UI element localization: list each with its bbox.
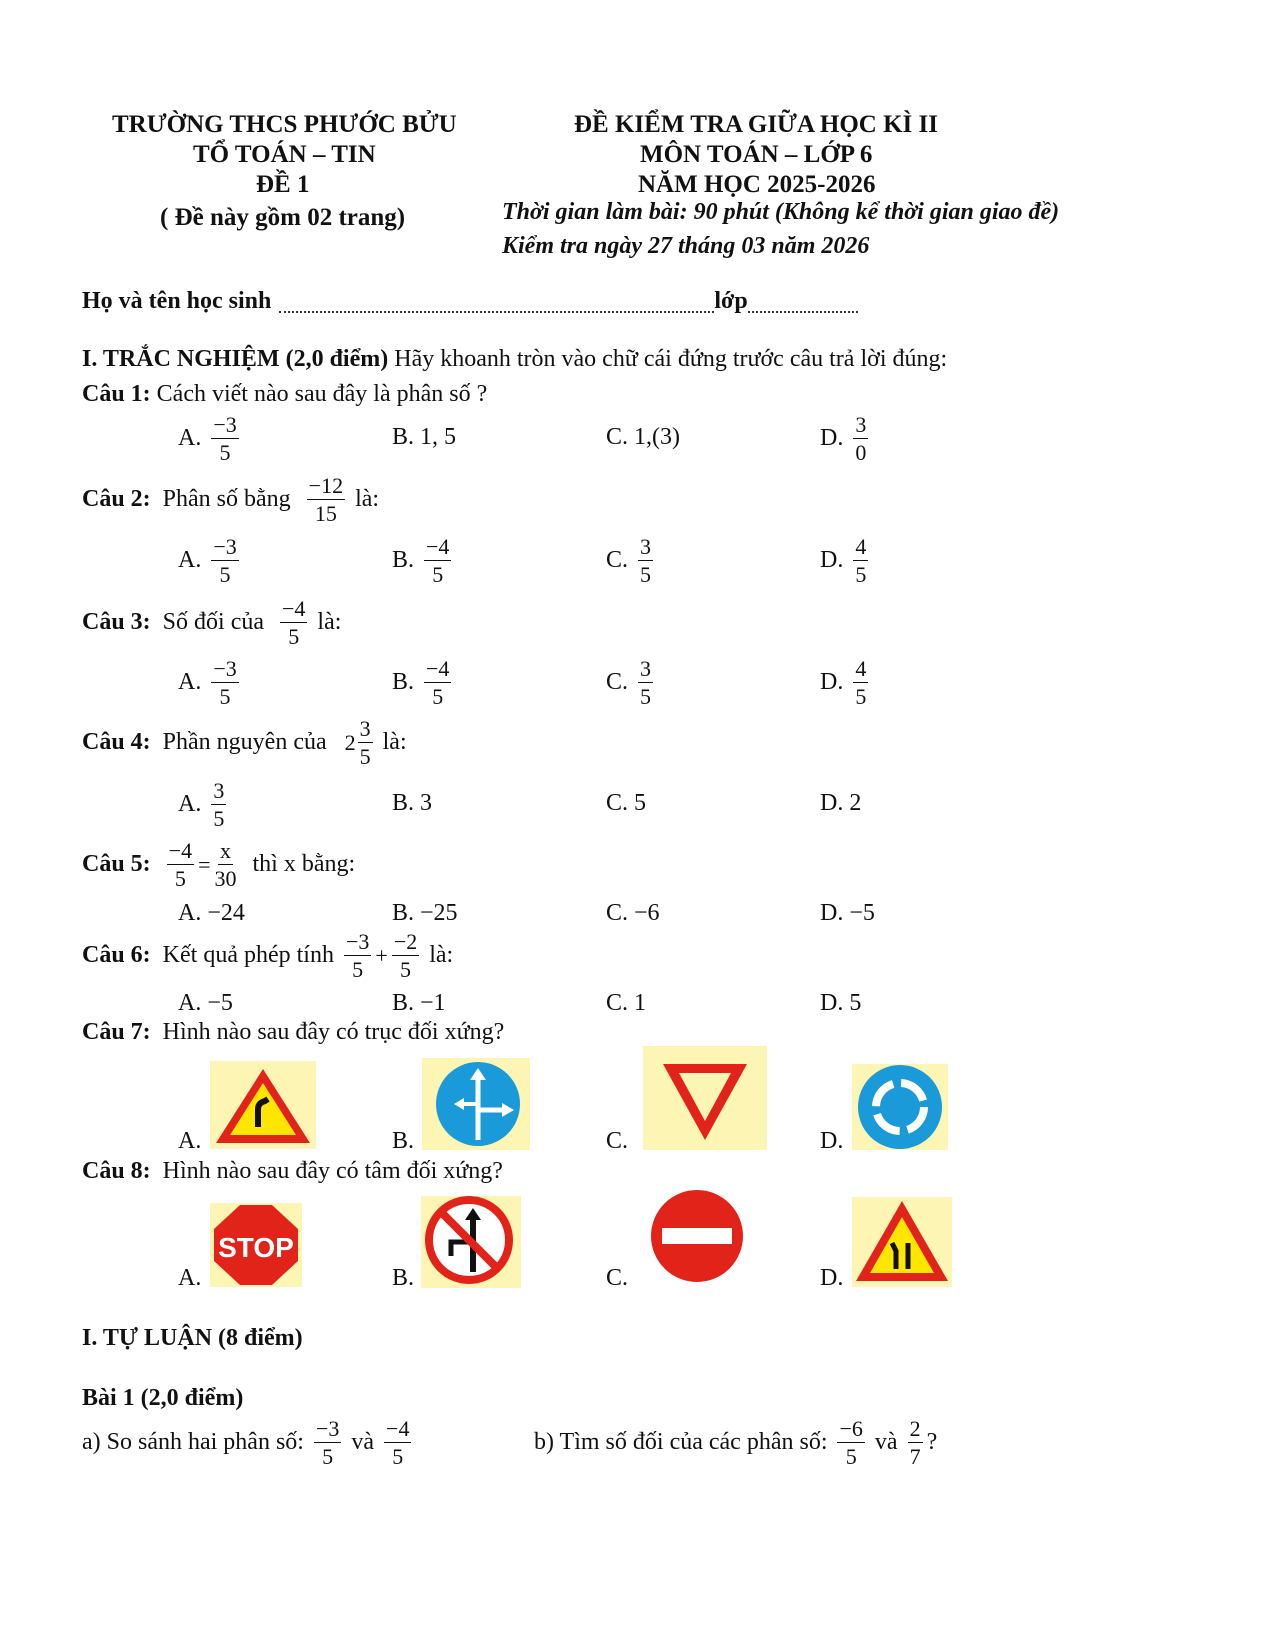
class-label: lớp: [714, 288, 748, 314]
fraction: $\frac{-4}{5}$: [168, 838, 193, 892]
q6-text: Kết quả phép tính: [162, 942, 334, 969]
q8-option-c[interactable]: C.: [606, 1265, 629, 1291]
fraction: $\frac{-4}{5}$: [386, 1416, 410, 1470]
q1-option-c[interactable]: [606, 424, 680, 451]
question-3: [82, 596, 341, 650]
student-name-field[interactable]: [279, 291, 714, 313]
option-value: 1,(3): [634, 424, 680, 450]
q1-label: Câu 1:: [82, 381, 151, 407]
bai1-a-text: a) So sánh hai phân số:: [82, 1429, 304, 1456]
q5-option-c[interactable]: C. −6: [606, 900, 660, 926]
student-name-label: Họ và tên học sinh: [82, 288, 272, 314]
q6-option-b[interactable]: B. −1: [392, 990, 446, 1016]
no-left-turn-sign-icon: [421, 1196, 521, 1288]
stop-sign-icon: [210, 1203, 302, 1287]
bai1-part-b: b) Tìm số đối của các phân số: $\frac{-6}{5}$ và $\frac{2}{7}$ ?: [534, 1416, 938, 1470]
q6-text-end: là:: [429, 942, 454, 969]
q2-option-b[interactable]: B. $\frac{-4}{5}$: [392, 534, 450, 588]
stop-sign-text: STOP: [218, 1232, 294, 1263]
q6-option-c[interactable]: C. 1: [606, 990, 647, 1016]
section1-heading: [82, 346, 947, 373]
subject: MÔN TOÁN – LỚP 6: [640, 141, 873, 168]
yield-sign-icon: [643, 1046, 767, 1150]
q3-text-end: là:: [317, 609, 342, 636]
school-year: NĂM HỌC 2025-2026: [638, 171, 876, 198]
exam-title: ĐỀ KIỂM TRA GIỮA HỌC KÌ II: [574, 111, 938, 138]
option-value: 1, 5: [420, 424, 457, 450]
road-narrows-sign-icon: [852, 1197, 952, 1287]
q5-option-a[interactable]: A. −24: [178, 900, 245, 926]
q7-option-b[interactable]: B.: [392, 1128, 415, 1154]
fraction: $\frac{-4}{5}$: [282, 596, 306, 650]
no-entry-sign-icon: [648, 1187, 746, 1285]
q4-label: Câu 4:: [82, 729, 151, 756]
section2-title: I. TỰ LUẬN (8 điểm): [82, 1325, 303, 1351]
warning-bend-sign-icon: [210, 1061, 316, 1149]
question-8: [82, 1158, 503, 1185]
class-field[interactable]: [748, 291, 858, 313]
q1-option-d[interactable]: [820, 412, 872, 466]
q4-text: Phần nguyên của: [162, 729, 327, 756]
fraction: $\frac{-3}{5}$: [345, 929, 370, 983]
q2-text: Phân số bằng: [162, 486, 291, 513]
q6-option-d[interactable]: D. 5: [820, 990, 862, 1016]
mixed-number: 2 $\frac{3}{5}$: [344, 716, 371, 770]
fraction: $\frac{x}{30}$: [214, 838, 237, 892]
fraction: $\frac{-12}{15}$: [308, 473, 344, 527]
q3-label: Câu 3:: [82, 609, 151, 636]
page-count: ( Đề này gồm 02 trang): [160, 204, 406, 231]
section1-title: I. TRẮC NGHIỆM (2,0 điểm): [82, 346, 389, 372]
fraction: $\frac{3}{0}$: [855, 412, 867, 466]
q7-option-a[interactable]: A.: [178, 1128, 202, 1154]
exam-duration: Thời gian làm bài: 90 phút (Không kể thời gian giao đề): [502, 199, 1060, 225]
question-1: [82, 381, 487, 408]
q8-text: Hình nào sau đây có tâm đối xứng?: [162, 1158, 503, 1184]
q2-text-end: là:: [355, 486, 380, 513]
exam-code: ĐỀ 1: [256, 171, 310, 198]
option-letter: A.: [178, 425, 202, 452]
q4-option-b[interactable]: B. 3: [392, 790, 433, 816]
fraction: $\frac{-6}{5}$: [839, 1416, 863, 1470]
q5-text: thì x bằng:: [252, 851, 356, 878]
student-info-line: [82, 288, 858, 315]
roundabout-sign-icon: [852, 1064, 948, 1150]
fraction: $\frac{-3}{5}$: [213, 412, 237, 466]
department: TỔ TOÁN – TIN: [193, 141, 376, 168]
question-7: [82, 1019, 504, 1046]
q7-text: Hình nào sau đây có trục đối xứng?: [162, 1019, 505, 1045]
fraction: $\frac{-2}{5}$: [393, 929, 418, 983]
q3-option-b[interactable]: B. $\frac{-4}{5}$: [392, 656, 450, 710]
q5-option-d[interactable]: D. −5: [820, 900, 875, 926]
option-letter: B.: [392, 424, 415, 450]
q3-option-d[interactable]: D. $\frac{4}{5}$: [820, 656, 867, 710]
bai1-title: Bài 1 (2,0 điểm): [82, 1385, 244, 1411]
direction-arrows-sign-icon: [422, 1058, 530, 1150]
q4-option-c[interactable]: C. 5: [606, 790, 647, 816]
q1-text: Cách viết nào sau đây là phân số ?: [150, 381, 488, 407]
q2-option-d[interactable]: D. $\frac{4}{5}$: [820, 534, 867, 588]
q4-text-end: là:: [382, 729, 407, 756]
school-name: TRƯỜNG THCS PHƯỚC BỬU: [112, 111, 457, 138]
question-4: [82, 716, 407, 770]
q6-option-a[interactable]: A. −5: [178, 990, 233, 1016]
q1-option-b[interactable]: [392, 424, 456, 451]
q8-option-a[interactable]: A.: [178, 1265, 202, 1291]
q7-option-c[interactable]: C.: [606, 1128, 629, 1154]
q3-option-c[interactable]: C. $\frac{3}{5}$: [606, 656, 652, 710]
q5-option-b[interactable]: B. −25: [392, 900, 458, 926]
q2-option-a[interactable]: A. $\frac{-3}{5}$: [178, 534, 237, 588]
option-letter: D.: [820, 425, 844, 452]
q8-label: Câu 8:: [82, 1158, 151, 1184]
q7-option-d[interactable]: D.: [820, 1128, 844, 1154]
q6-label: Câu 6:: [82, 942, 151, 969]
section1-instruction: Hãy khoanh tròn vào chữ cái đứng trước câu trả lời đúng:: [388, 346, 948, 372]
q8-option-d[interactable]: D.: [820, 1265, 844, 1291]
bai1-b-text: b) Tìm số đối của các phân số:: [534, 1429, 828, 1456]
q4-option-a[interactable]: A. $\frac{3}{5}$: [178, 778, 225, 832]
question-5: Câu 5: $\frac{-4}{5}$ = $\frac{x}{30}$ thì x bằng:: [82, 838, 356, 892]
q5-label: Câu 5:: [82, 851, 151, 878]
q3-option-a[interactable]: A. $\frac{-3}{5}$: [178, 656, 237, 710]
question-2: [82, 473, 379, 527]
bai1-part-a: a) So sánh hai phân số: $\frac{-3}{5}$ và $\frac{-4}{5}$: [82, 1416, 410, 1470]
fraction: $\frac{-3}{5}$: [315, 1416, 340, 1470]
q1-option-a[interactable]: [178, 412, 243, 466]
exam-date: Kiểm tra ngày 27 tháng 03 năm 2026: [502, 233, 870, 259]
q2-label: Câu 2:: [82, 486, 151, 513]
q2-option-c[interactable]: C. $\frac{3}{5}$: [606, 534, 652, 588]
question-6: Câu 6: Kết quả phép tính $\frac{-3}{5}$ + $\frac{-2}{5}$ là:: [82, 929, 454, 983]
q8-option-b[interactable]: B.: [392, 1265, 415, 1291]
q7-label: Câu 7:: [82, 1019, 151, 1045]
q4-option-d[interactable]: D. 2: [820, 790, 862, 816]
fraction: $\frac{2}{7}$: [909, 1416, 921, 1470]
option-letter: C.: [606, 424, 629, 450]
q3-text: Số đối của: [162, 609, 264, 636]
